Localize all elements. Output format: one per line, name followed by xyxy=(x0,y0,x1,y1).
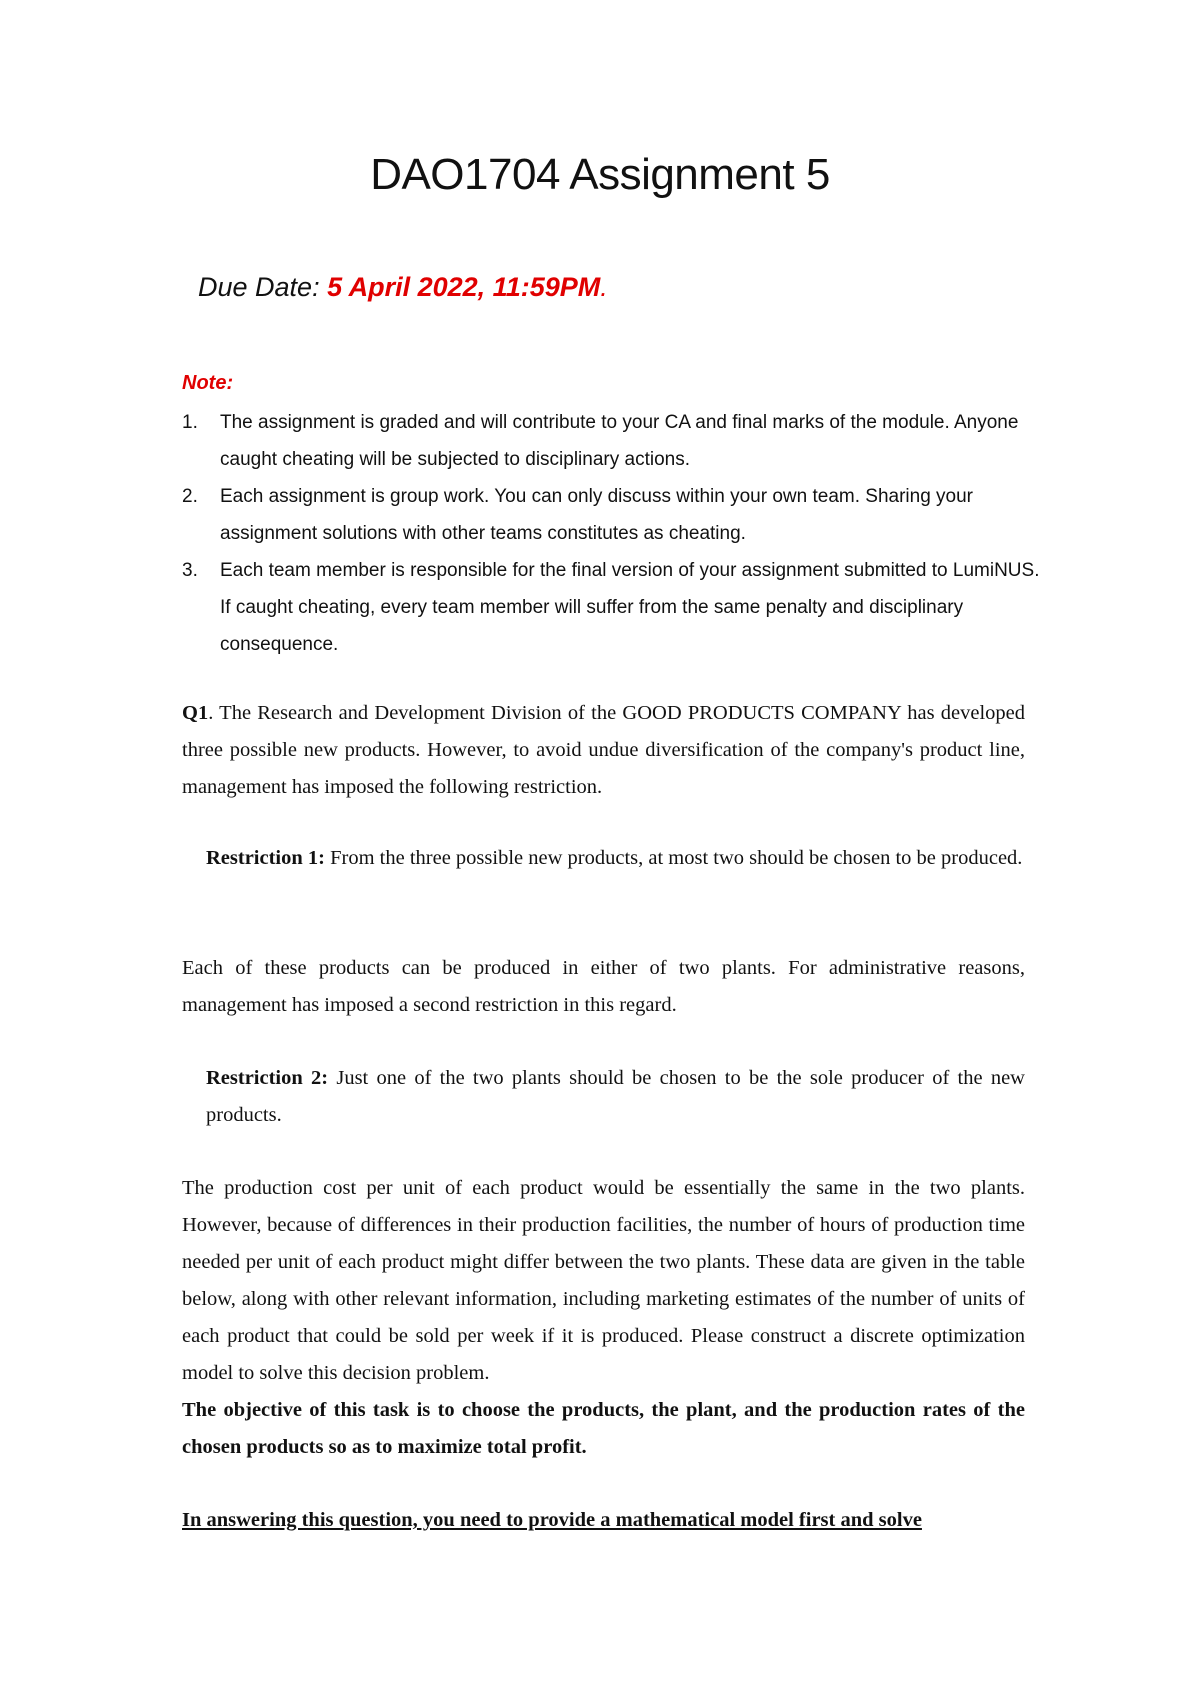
note-item xyxy=(182,552,1042,663)
objective-paragraph: The objective of this task is to choose the products, the plant, and the production rates of the chosen products so as to maximize total profit. xyxy=(182,1399,1025,1458)
note-number: 1. xyxy=(182,412,198,433)
note-number: 2. xyxy=(182,486,198,507)
note-text: Each team member is responsible for the final version of your assignment submitted to LumiNUS. If caught cheating, every team member will suffer from the same penalty and disciplinary consequence. xyxy=(220,560,1040,655)
q1-intro-text: . The Research and Development Division of the GOOD PRODUCTS COMPANY has developed three possible new products. However, to avoid undue diversification of the company's product line, management has imposed the following restriction. xyxy=(182,702,1025,798)
note-item xyxy=(182,404,1042,478)
note-text: The assignment is graded and will contribute to your CA and final marks of the module. Anyone caught cheating will be subjected to disciplinary actions. xyxy=(220,412,1019,470)
page-title: DAO1704 Assignment 5 xyxy=(370,150,830,199)
due-date-label: Due Date: xyxy=(198,272,320,302)
due-date xyxy=(198,272,608,303)
q1-intro xyxy=(182,695,1025,806)
restriction-1-text: From the three possible new products, at most two should be chosen to be produced. xyxy=(324,847,1023,869)
note-number: 3. xyxy=(182,560,198,581)
restriction-1-label: Restriction 1: xyxy=(206,847,325,869)
note-list xyxy=(182,404,1042,663)
note-label: Note: xyxy=(182,372,234,394)
note-text: Each assignment is group work. You can only discuss within your own team. Sharing your assignment solutions with other teams constitutes as cheating. xyxy=(220,486,974,544)
restriction-2-label: Restriction 2: xyxy=(206,1067,329,1089)
due-date-value: 5 April 2022, 11:59PM xyxy=(327,272,601,302)
plants-paragraph: Each of these products can be produced in either of two plants. For administrative reasons, management has imposed a second restriction in this regard. xyxy=(182,957,1025,1016)
q1-label: Q1 xyxy=(182,702,209,724)
instruction-paragraph: In answering this question, you need to provide a mathematical model first and solve xyxy=(182,1509,922,1531)
production-paragraph: The production cost per unit of each product would be essentially the same in the two plants. However, because of differences in their production facilities, the number of hours of production time needed per unit of each product might differ between the two plants. These data are given in the table below, along with other relevant information, including marketing estimates of the number of units of each product that could be sold per week if it is produced. Please construct a discrete optimization model to solve this decision problem. xyxy=(182,1177,1025,1384)
note-item xyxy=(182,478,1042,552)
due-date-suffix: . xyxy=(600,272,608,302)
restriction-2-text: Just one of the two plants should be chosen to be the sole producer of the new products. xyxy=(206,1067,1025,1126)
restriction-1 xyxy=(206,840,1025,877)
restriction-2 xyxy=(206,1060,1025,1134)
